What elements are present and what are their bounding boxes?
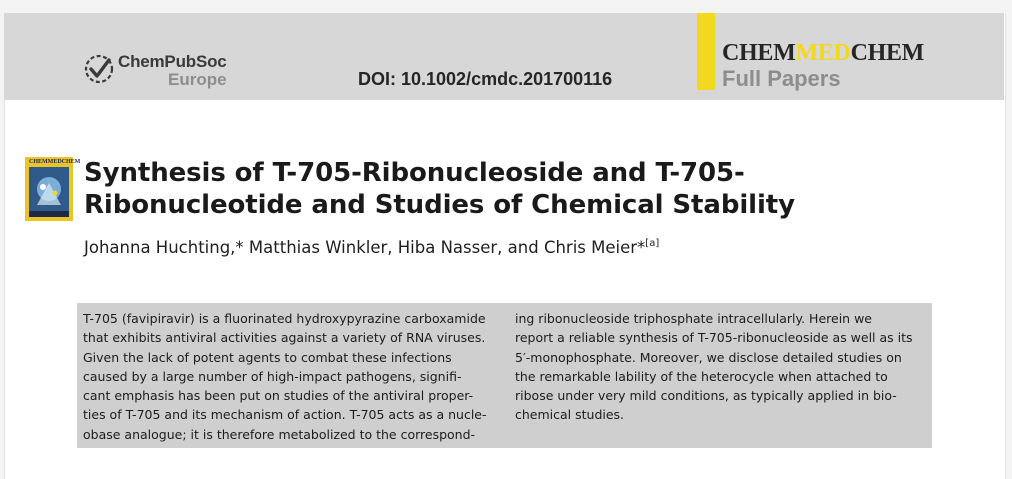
abstract-box	[77, 303, 932, 448]
abstract-line: obase analogue; it is therefore metabolized to the correspond-	[83, 426, 476, 442]
doi-label: DOI: 10.1002/cmdc.201700116	[358, 69, 613, 89]
abstract-line: ribose under very mild conditions, as typically applied in bio-	[515, 388, 897, 404]
abstract-line: the remarkable lability of the heterocycle when attached to	[515, 368, 888, 384]
journal-name-left: CHEM	[722, 40, 796, 66]
title-line: Synthesis of T-705-Ribonucleoside and T-705-	[84, 158, 745, 188]
abstract-line: ing ribonucleoside triphosphate intracellularly. Herein we	[515, 311, 872, 326]
abstract-line: T-705 (favipiravir) is a fluorinated hydroxypyrazine carboxamide	[83, 311, 486, 326]
chempubsoc-logo-icon	[82, 52, 116, 86]
journal-cover-thumbnail	[25, 157, 81, 221]
abstract-line: report a reliable synthesis of T-705-ribonucleoside as well as its	[515, 330, 913, 346]
abstract-line: that exhibits antiviral activities against a variety of RNA viruses.	[83, 330, 486, 346]
publisher-region: Europe	[168, 70, 227, 89]
cover-title: CHEMMEDCHEM	[29, 159, 81, 165]
journal-name	[722, 40, 924, 67]
abstract-line: Given the lack of potent agents to combat these infections	[83, 349, 452, 365]
journal-name-mid: MED	[795, 40, 851, 66]
publisher-name: ChemPubSoc	[118, 52, 227, 71]
abstract-line: chemical studies.	[515, 407, 625, 423]
abstract-line: cant emphasis has been put on studies of the antiviral proper-	[83, 388, 474, 404]
title-line: Ribonucleotide and Studies of Chemical Stability	[84, 190, 795, 220]
article-title	[84, 157, 844, 221]
author-list	[84, 238, 659, 257]
cover-art-icon	[29, 167, 69, 217]
authors-text: Johanna Huchting,* Matthias Winkler, Hiba Nasser, and Chris Meier*	[84, 238, 646, 257]
abstract-left-column	[83, 309, 497, 444]
abstract-line: ties of T-705 and its mechanism of action. T-705 acts as a nucle-	[83, 407, 487, 423]
abstract-line: caused by a large number of high-impact pathogens, signifi-	[83, 368, 462, 384]
journal-name-right: CHEM	[850, 40, 925, 66]
abstract-line: 5′-monophosphate. Moreover, we disclose detailed studies on	[515, 349, 902, 365]
section-label: Full Papers	[722, 66, 841, 91]
publisher-logo	[82, 52, 242, 92]
affiliation-mark: [a]	[645, 238, 660, 249]
journal-accent-bar	[697, 13, 715, 90]
abstract-right-column	[515, 309, 929, 425]
